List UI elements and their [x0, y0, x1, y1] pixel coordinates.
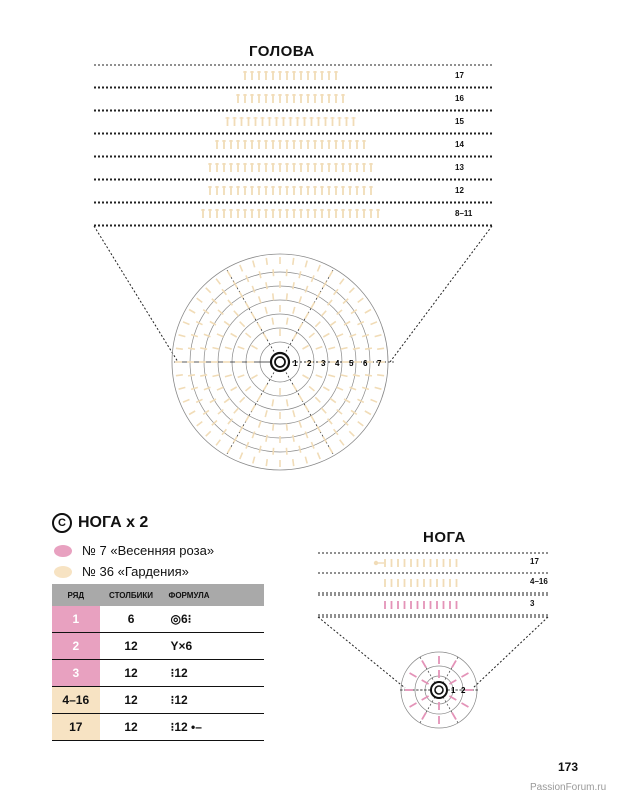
stitch-count-cell: 12 — [100, 714, 163, 741]
header-stitches: СТОЛБИКИ — [100, 584, 163, 606]
row-number-cell: 17 — [52, 714, 100, 741]
stitch-count-cell: 12 — [100, 687, 163, 714]
head-round-number: 3 — [321, 359, 326, 368]
leg-ring-stitch — [410, 673, 417, 677]
head-row-label: 15 — [455, 117, 464, 126]
head-row-label: 8–11 — [455, 209, 473, 218]
leg-row-label: 17 — [530, 557, 539, 566]
leg-row-label: 4–16 — [530, 577, 548, 586]
leg-row-label: 3 — [530, 599, 535, 608]
leg-ring-stitch — [452, 713, 456, 720]
stitch-count-cell: 6 — [100, 606, 163, 633]
head-round-number: 7 — [377, 359, 382, 368]
stitch-count-cell: 12 — [100, 660, 163, 687]
watermark: PassionForum.ru — [530, 782, 607, 793]
head-row-label: 12 — [455, 186, 464, 195]
formula-cell: ⁝12 — [163, 660, 265, 687]
head-round-number: 1 — [293, 359, 298, 368]
leg-ring-stitch — [410, 703, 417, 707]
color-label-pink: № 7 «Весенняя роза» — [82, 543, 215, 558]
leg-section-heading: НОГА x 2 — [78, 514, 149, 531]
formula-cell: Y×6 — [163, 633, 265, 660]
head-row-label: 16 — [455, 94, 464, 103]
row-number-cell: 3 — [52, 660, 100, 687]
leg-ring-stitch — [462, 673, 469, 677]
head-round-number: 6 — [363, 359, 368, 368]
leg-round-number: 2 — [461, 686, 466, 695]
section-letter-badge: C — [52, 513, 72, 533]
head-round-number: 5 — [349, 359, 354, 368]
formula-cell: ◎6⁝ — [163, 606, 265, 633]
header-row: РЯД — [52, 584, 100, 606]
stitch-count-cell: 12 — [100, 633, 163, 660]
row-number-cell: 1 — [52, 606, 100, 633]
leg-ring-stitch — [422, 713, 426, 720]
leg-round-number: 1 — [451, 686, 456, 695]
leg-ring-stitch — [462, 703, 469, 707]
formula-cell: ⁝12 •– — [163, 714, 265, 741]
leg-ring-stitch — [452, 661, 456, 668]
row-number-cell: 2 — [52, 633, 100, 660]
leg-row-1 — [318, 573, 548, 593]
head-round-number: 4 — [335, 359, 340, 368]
head-round-number: 2 — [307, 359, 312, 368]
color-label-cream: № 36 «Гардения» — [82, 564, 189, 579]
formula-cell: ⁝12 — [163, 687, 265, 714]
head-chart-title: ГОЛОВА — [249, 43, 315, 60]
header-formula: ФОРМУЛА — [163, 584, 265, 606]
page-number: 173 — [558, 760, 579, 774]
leg-row-2 — [318, 595, 548, 615]
leg-chart-title: НОГА — [423, 529, 466, 546]
head-row-label: 13 — [455, 163, 464, 172]
leg-row-0 — [318, 553, 548, 573]
head-row-label: 14 — [455, 140, 464, 149]
leg-ring-stitch — [422, 661, 426, 668]
head-row-label: 17 — [455, 71, 464, 80]
row-number-cell: 4–16 — [52, 687, 100, 714]
